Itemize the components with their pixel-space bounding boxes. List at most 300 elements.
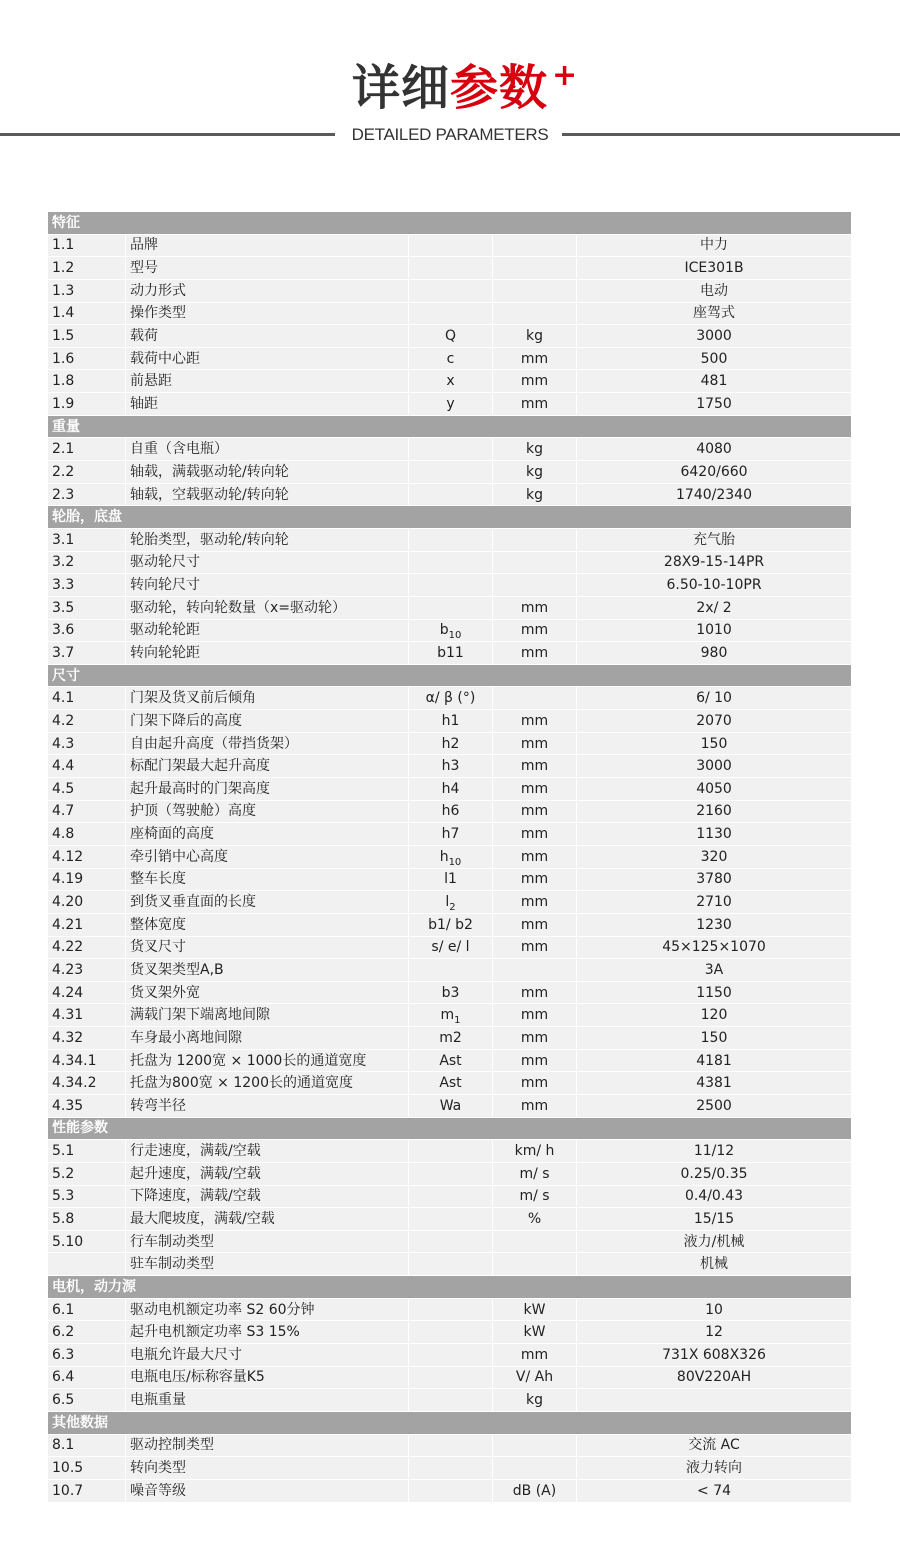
table-row	[48, 1094, 852, 1117]
table-row	[48, 1230, 852, 1253]
unit-cell: mm	[493, 823, 577, 846]
unit-cell	[493, 1457, 577, 1480]
symbol-cell	[409, 1321, 493, 1344]
unit-cell: mm	[493, 393, 577, 416]
symbol-cell	[409, 1253, 493, 1276]
unit-cell: kg	[493, 483, 577, 506]
unit-cell	[493, 959, 577, 982]
section-title: 轮胎，底盘	[48, 506, 852, 529]
parameter-name-cell: 驱动轮轮距	[126, 619, 409, 642]
table-row	[48, 1344, 852, 1367]
row-number-cell: 4.34.2	[48, 1072, 126, 1095]
row-number-cell: 4.32	[48, 1027, 126, 1050]
table-row	[48, 981, 852, 1004]
symbol-cell	[409, 1434, 493, 1457]
row-number-cell: 2.3	[48, 483, 126, 506]
row-number-cell: 2.2	[48, 461, 126, 484]
unit-cell: mm	[493, 913, 577, 936]
plus-icon: +	[552, 58, 579, 93]
symbol-cell	[409, 1366, 493, 1389]
table-row	[48, 1434, 852, 1457]
parameter-name-cell: 转向类型	[126, 1457, 409, 1480]
value-cell: 4181	[577, 1049, 852, 1072]
unit-cell	[493, 574, 577, 597]
value-cell: 150	[577, 1027, 852, 1050]
table-row	[48, 1479, 852, 1502]
row-number-cell: 4.1	[48, 687, 126, 710]
row-number-cell: 3.2	[48, 551, 126, 574]
unit-cell: mm	[493, 1004, 577, 1027]
symbol-cell: Wa	[409, 1094, 493, 1117]
section-header-row	[48, 1276, 852, 1299]
unit-cell: kg	[493, 438, 577, 461]
symbol-cell: h4	[409, 778, 493, 801]
value-cell: 机械	[577, 1253, 852, 1276]
symbol-cell: h3	[409, 755, 493, 778]
row-number-cell: 3.3	[48, 574, 126, 597]
value-cell: 2710	[577, 891, 852, 914]
value-cell: 2070	[577, 710, 852, 733]
table-row	[48, 1298, 852, 1321]
value-cell: 45×125×1070	[577, 936, 852, 959]
unit-cell: mm	[493, 596, 577, 619]
symbol-cell: b11	[409, 642, 493, 665]
value-cell: 120	[577, 1004, 852, 1027]
unit-cell: mm	[493, 845, 577, 868]
value-cell: 15/15	[577, 1208, 852, 1231]
value-cell: 6420/660	[577, 461, 852, 484]
table-row	[48, 302, 852, 325]
row-number-cell: 1.9	[48, 393, 126, 416]
table-row	[48, 347, 852, 370]
section-header-row	[48, 415, 852, 438]
parameter-name-cell: 轴载，满载驱动轮/转向轮	[126, 461, 409, 484]
row-number-cell: 1.6	[48, 347, 126, 370]
row-number-cell: 4.4	[48, 755, 126, 778]
value-cell	[577, 1389, 852, 1412]
symbol-cell	[409, 1344, 493, 1367]
value-cell: 3A	[577, 959, 852, 982]
table-row	[48, 1208, 852, 1231]
symbol-cell	[409, 257, 493, 280]
table-row	[48, 1049, 852, 1072]
value-cell: ICE301B	[577, 257, 852, 280]
unit-cell: mm	[493, 936, 577, 959]
unit-cell	[493, 257, 577, 280]
row-number-cell: 3.7	[48, 642, 126, 665]
unit-cell: mm	[493, 868, 577, 891]
parameter-name-cell: 到货叉垂直面的长度	[126, 891, 409, 914]
unit-cell: m/ s	[493, 1162, 577, 1185]
row-number-cell: 1.5	[48, 325, 126, 348]
unit-cell: mm	[493, 891, 577, 914]
symbol-cell: x	[409, 370, 493, 393]
row-number-cell: 6.5	[48, 1389, 126, 1412]
unit-cell	[493, 1434, 577, 1457]
value-cell: 3000	[577, 325, 852, 348]
row-number-cell: 5.3	[48, 1185, 126, 1208]
unit-cell: mm	[493, 732, 577, 755]
symbol-cell: h1	[409, 710, 493, 733]
unit-cell: mm	[493, 981, 577, 1004]
value-cell: 电动	[577, 279, 852, 302]
symbol-cell	[409, 845, 493, 868]
value-cell: 交流 AC	[577, 1434, 852, 1457]
parameter-name-cell: 转向轮尺寸	[126, 574, 409, 597]
table-row	[48, 551, 852, 574]
value-cell: 0.25/0.35	[577, 1162, 852, 1185]
row-number-cell: 4.23	[48, 959, 126, 982]
symbol-cell: l1	[409, 868, 493, 891]
symbol-cell: Ast	[409, 1072, 493, 1095]
table-row	[48, 1389, 852, 1412]
row-number-cell: 3.1	[48, 528, 126, 551]
unit-cell	[493, 302, 577, 325]
row-number-cell: 6.3	[48, 1344, 126, 1367]
unit-cell	[493, 551, 577, 574]
symbol-cell	[409, 596, 493, 619]
value-cell: 液力转向	[577, 1457, 852, 1480]
row-number-cell: 4.20	[48, 891, 126, 914]
row-number-cell: 4.34.1	[48, 1049, 126, 1072]
divider-right	[562, 133, 900, 136]
value-cell: 1150	[577, 981, 852, 1004]
unit-cell: mm	[493, 370, 577, 393]
row-number-cell: 4.35	[48, 1094, 126, 1117]
parameter-name-cell: 座椅面的高度	[126, 823, 409, 846]
value-cell: 6/ 10	[577, 687, 852, 710]
row-number-cell: 1.8	[48, 370, 126, 393]
value-cell: 充气胎	[577, 528, 852, 551]
value-cell: 3000	[577, 755, 852, 778]
parameter-name-cell: 电瓶重量	[126, 1389, 409, 1412]
page-title	[0, 58, 900, 118]
symbol-cell	[409, 438, 493, 461]
symbol-cell	[409, 483, 493, 506]
table-row	[48, 279, 852, 302]
symbol-cell	[409, 551, 493, 574]
symbol-cell	[409, 1140, 493, 1163]
unit-cell: mm	[493, 1072, 577, 1095]
symbol-cell: y	[409, 393, 493, 416]
table-row	[48, 528, 852, 551]
symbol-subscript: 2	[449, 901, 456, 913]
parameter-name-cell: 最大爬坡度，满载/空载	[126, 1208, 409, 1231]
symbol-text: l	[445, 894, 450, 911]
symbol-subscript: 10	[448, 630, 462, 642]
unit-cell: m/ s	[493, 1185, 577, 1208]
section-title: 重量	[48, 415, 852, 438]
table-row	[48, 1162, 852, 1185]
parameter-name-cell: 前悬距	[126, 370, 409, 393]
section-header-row	[48, 1117, 852, 1140]
parameter-name-cell: 门架及货叉前后倾角	[126, 687, 409, 710]
value-cell: 12	[577, 1321, 852, 1344]
section-title: 尺寸	[48, 664, 852, 687]
table-row	[48, 642, 852, 665]
table-row	[48, 1457, 852, 1480]
unit-cell: %	[493, 1208, 577, 1231]
page-header	[0, 0, 900, 160]
symbol-cell	[409, 891, 493, 914]
value-cell: 2x/ 2	[577, 596, 852, 619]
table-row	[48, 778, 852, 801]
unit-cell: V/ Ah	[493, 1366, 577, 1389]
table-row	[48, 959, 852, 982]
symbol-cell: α/ β (°)	[409, 687, 493, 710]
symbol-cell	[409, 619, 493, 642]
parameter-name-cell: 车身最小离地间隙	[126, 1027, 409, 1050]
value-cell: 4050	[577, 778, 852, 801]
table-row	[48, 845, 852, 868]
value-cell: 2500	[577, 1094, 852, 1117]
value-cell: 1230	[577, 913, 852, 936]
symbol-subscript: 10	[448, 856, 462, 868]
row-number-cell	[48, 1253, 126, 1276]
parameter-name-cell: 自由起升高度（带挡货架）	[126, 732, 409, 755]
unit-cell: mm	[493, 1027, 577, 1050]
row-number-cell: 1.4	[48, 302, 126, 325]
unit-cell: mm	[493, 1049, 577, 1072]
spec-table-body	[48, 212, 852, 1503]
section-header-row	[48, 1411, 852, 1434]
row-number-cell: 1.1	[48, 234, 126, 257]
parameter-name-cell: 轴距	[126, 393, 409, 416]
parameter-name-cell: 驱动轮尺寸	[126, 551, 409, 574]
parameter-name-cell: 牵引销中心高度	[126, 845, 409, 868]
parameter-name-cell: 操作类型	[126, 302, 409, 325]
table-row	[48, 823, 852, 846]
symbol-cell	[409, 574, 493, 597]
parameter-name-cell: 行车制动类型	[126, 1230, 409, 1253]
parameter-name-cell: 载荷	[126, 325, 409, 348]
table-row	[48, 913, 852, 936]
parameter-name-cell: 驱动控制类型	[126, 1434, 409, 1457]
value-cell: 980	[577, 642, 852, 665]
parameter-name-cell: 自重（含电瓶）	[126, 438, 409, 461]
unit-cell	[493, 234, 577, 257]
unit-cell: kW	[493, 1298, 577, 1321]
value-cell: 2160	[577, 800, 852, 823]
page-subtitle: DETAILED PARAMETERS	[351, 125, 549, 144]
symbol-cell: s/ e/ l	[409, 936, 493, 959]
value-cell: 10	[577, 1298, 852, 1321]
row-number-cell: 2.1	[48, 438, 126, 461]
unit-cell	[493, 279, 577, 302]
table-row	[48, 234, 852, 257]
symbol-cell: b1/ b2	[409, 913, 493, 936]
section-title: 电机，动力源	[48, 1276, 852, 1299]
symbol-cell: c	[409, 347, 493, 370]
parameter-name-cell: 下降速度，满载/空载	[126, 1185, 409, 1208]
parameter-name-cell: 门架下降后的高度	[126, 710, 409, 733]
row-number-cell: 4.12	[48, 845, 126, 868]
unit-cell: mm	[493, 1344, 577, 1367]
value-cell: 液力/机械	[577, 1230, 852, 1253]
row-number-cell: 4.22	[48, 936, 126, 959]
value-cell: 3780	[577, 868, 852, 891]
table-row	[48, 1140, 852, 1163]
unit-cell	[493, 1253, 577, 1276]
section-header-row	[48, 664, 852, 687]
table-row	[48, 393, 852, 416]
row-number-cell: 4.21	[48, 913, 126, 936]
parameter-name-cell: 起升电机额定功率 S3 15%	[126, 1321, 409, 1344]
table-row	[48, 1004, 852, 1027]
symbol-cell	[409, 279, 493, 302]
value-cell: 4381	[577, 1072, 852, 1095]
symbol-cell	[409, 1230, 493, 1253]
value-cell: 500	[577, 347, 852, 370]
value-cell: 80V220AH	[577, 1366, 852, 1389]
value-cell: 0.4/0.43	[577, 1185, 852, 1208]
row-number-cell: 4.19	[48, 868, 126, 891]
title-red-part: 参数	[450, 60, 549, 116]
row-number-cell: 5.2	[48, 1162, 126, 1185]
symbol-cell	[409, 1298, 493, 1321]
table-row	[48, 1253, 852, 1276]
parameter-name-cell: 电瓶允许最大尺寸	[126, 1344, 409, 1367]
parameter-name-cell: 货叉架外宽	[126, 981, 409, 1004]
unit-cell: mm	[493, 619, 577, 642]
unit-cell: mm	[493, 710, 577, 733]
parameter-name-cell: 行走速度，满载/空载	[126, 1140, 409, 1163]
table-row	[48, 868, 852, 891]
parameter-name-cell: 托盘为800宽 × 1200长的通道宽度	[126, 1072, 409, 1095]
symbol-cell: b3	[409, 981, 493, 1004]
table-row	[48, 755, 852, 778]
value-cell: 481	[577, 370, 852, 393]
section-title: 其他数据	[48, 1411, 852, 1434]
symbol-cell	[409, 461, 493, 484]
table-row	[48, 370, 852, 393]
symbol-cell: h7	[409, 823, 493, 846]
row-number-cell: 5.10	[48, 1230, 126, 1253]
symbol-cell: h2	[409, 732, 493, 755]
row-number-cell: 3.5	[48, 596, 126, 619]
row-number-cell: 4.24	[48, 981, 126, 1004]
table-row	[48, 1321, 852, 1344]
row-number-cell: 4.5	[48, 778, 126, 801]
value-cell: 中力	[577, 234, 852, 257]
parameter-name-cell: 起升速度，满载/空载	[126, 1162, 409, 1185]
value-cell: 1740/2340	[577, 483, 852, 506]
unit-cell: dB (A)	[493, 1479, 577, 1502]
value-cell: 4080	[577, 438, 852, 461]
table-row	[48, 461, 852, 484]
parameter-name-cell: 轴载，空载驱动轮/转向轮	[126, 483, 409, 506]
table-row	[48, 325, 852, 348]
parameter-name-cell: 转弯半径	[126, 1094, 409, 1117]
row-number-cell: 8.1	[48, 1434, 126, 1457]
symbol-cell	[409, 528, 493, 551]
value-cell: 731X 608X326	[577, 1344, 852, 1367]
parameter-name-cell: 整车长度	[126, 868, 409, 891]
section-title: 性能参数	[48, 1117, 852, 1140]
parameter-name-cell: 标配门架最大起升高度	[126, 755, 409, 778]
table-row	[48, 732, 852, 755]
row-number-cell: 10.7	[48, 1479, 126, 1502]
section-header-row	[48, 212, 852, 235]
parameter-name-cell: 驱动电机额定功率 S2 60分钟	[126, 1298, 409, 1321]
symbol-text: b	[439, 622, 449, 639]
value-cell: 6.50-10-10PR	[577, 574, 852, 597]
value-cell: 28X9-15-14PR	[577, 551, 852, 574]
parameter-name-cell: 驱动轮，转向轮数量（x=驱动轮）	[126, 596, 409, 619]
row-number-cell: 4.2	[48, 710, 126, 733]
parameter-name-cell: 货叉尺寸	[126, 936, 409, 959]
parameter-name-cell: 整体宽度	[126, 913, 409, 936]
unit-cell: mm	[493, 642, 577, 665]
table-row	[48, 891, 852, 914]
value-cell: 1010	[577, 619, 852, 642]
row-number-cell: 6.2	[48, 1321, 126, 1344]
table-row	[48, 1185, 852, 1208]
parameter-name-cell: 电瓶电压/标称容量K5	[126, 1366, 409, 1389]
symbol-cell	[409, 1479, 493, 1502]
parameter-name-cell: 满载门架下端离地间隙	[126, 1004, 409, 1027]
spec-table	[47, 211, 852, 1503]
value-cell: 11/12	[577, 1140, 852, 1163]
unit-cell	[493, 1230, 577, 1253]
parameter-name-cell: 动力形式	[126, 279, 409, 302]
row-number-cell: 10.5	[48, 1457, 126, 1480]
unit-cell: kW	[493, 1321, 577, 1344]
symbol-cell	[409, 234, 493, 257]
parameter-name-cell: 载荷中心距	[126, 347, 409, 370]
parameter-name-cell: 护顶（驾驶舱）高度	[126, 800, 409, 823]
table-row	[48, 257, 852, 280]
parameter-name-cell: 型号	[126, 257, 409, 280]
row-number-cell: 1.3	[48, 279, 126, 302]
table-row	[48, 710, 852, 733]
symbol-cell	[409, 1208, 493, 1231]
symbol-cell: h6	[409, 800, 493, 823]
table-row	[48, 596, 852, 619]
table-row	[48, 687, 852, 710]
unit-cell: mm	[493, 778, 577, 801]
row-number-cell: 1.2	[48, 257, 126, 280]
symbol-cell: Ast	[409, 1049, 493, 1072]
row-number-cell: 5.8	[48, 1208, 126, 1231]
parameter-name-cell: 轮胎类型，驱动轮/转向轮	[126, 528, 409, 551]
parameter-name-cell: 起升最高时的门架高度	[126, 778, 409, 801]
symbol-cell	[409, 1457, 493, 1480]
row-number-cell: 5.1	[48, 1140, 126, 1163]
unit-cell: kg	[493, 325, 577, 348]
value-cell: < 74	[577, 1479, 852, 1502]
table-row	[48, 800, 852, 823]
symbol-cell	[409, 1185, 493, 1208]
title-dark-part: 详细	[351, 60, 450, 116]
unit-cell: kg	[493, 461, 577, 484]
unit-cell: kg	[493, 1389, 577, 1412]
parameter-name-cell: 转向轮轮距	[126, 642, 409, 665]
table-row	[48, 936, 852, 959]
symbol-cell	[409, 1389, 493, 1412]
value-cell: 150	[577, 732, 852, 755]
table-row	[48, 619, 852, 642]
unit-cell: mm	[493, 800, 577, 823]
parameter-name-cell: 货叉架类型A,B	[126, 959, 409, 982]
symbol-text: m	[440, 1007, 455, 1024]
unit-cell: mm	[493, 755, 577, 778]
row-number-cell: 6.1	[48, 1298, 126, 1321]
symbol-cell	[409, 302, 493, 325]
row-number-cell: 4.7	[48, 800, 126, 823]
value-cell: 座驾式	[577, 302, 852, 325]
row-number-cell: 3.6	[48, 619, 126, 642]
